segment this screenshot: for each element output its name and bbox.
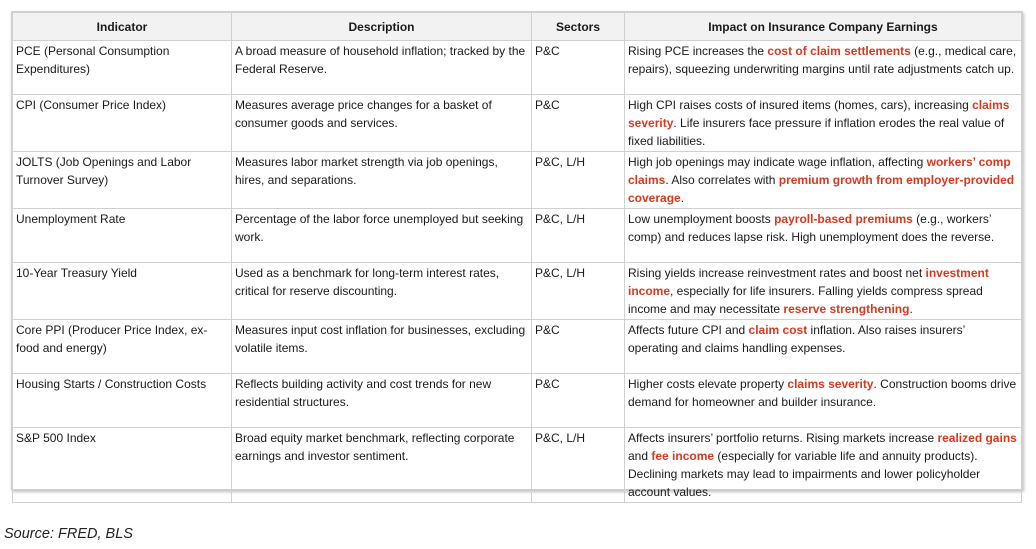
impact-highlight: premium growth from employer-provided coverage (628, 173, 1015, 205)
header-description: Description (232, 13, 532, 41)
impact-cell (625, 95, 1022, 152)
sectors-cell: P&C, L/H (532, 428, 625, 503)
impact-highlight: cost of claim settlements (767, 44, 911, 58)
impact-cell (625, 263, 1022, 320)
impact-highlight: claims severity (628, 98, 1010, 130)
sectors-cell: P&C (532, 41, 625, 95)
impact-text: Rising PCE increases the (628, 44, 768, 58)
sectors-cell: P&C (532, 95, 625, 152)
table-row (13, 152, 1022, 209)
indicator-cell: 10-Year Treasury Yield (13, 263, 232, 320)
impact-text: (especially for variable life and annuity products). Declining markets may lead to impairments and lower policyholder account values. (628, 449, 981, 499)
impact-cell (625, 209, 1022, 263)
description-cell: Reflects building activity and cost trends for new residential structures. (232, 374, 532, 428)
indicator-cell: CPI (Consumer Price Index) (13, 95, 232, 152)
description-cell: Measures average price changes for a basket of consumer goods and services. (232, 95, 532, 152)
impact-text: . (680, 191, 685, 205)
indicator-table (12, 12, 1022, 503)
impact-highlight: payroll-based premiums (774, 212, 913, 226)
table-row (13, 320, 1022, 374)
impact-highlight: workers’ comp claims (628, 155, 1011, 187)
description-cell: A broad measure of household inflation; tracked by the Federal Reserve. (232, 41, 532, 95)
indicator-cell: PCE (Personal Consumption Expenditures) (13, 41, 232, 95)
impact-text: (e.g., medical care, repairs), squeezing underwriting margins until rate adjustments catch up. (628, 44, 1017, 76)
impact-cell (625, 152, 1022, 209)
header-impact: Impact on Insurance Company Earnings (625, 13, 1022, 41)
description-cell: Measures input cost inflation for businesses, excluding volatile items. (232, 320, 532, 374)
table-row (13, 374, 1022, 428)
impact-cell (625, 374, 1022, 428)
impact-highlight: investment income (628, 266, 989, 298)
impact-text: . Construction booms drive demand for homeowner and builder insurance. (628, 377, 1017, 409)
impact-highlight: claim cost (748, 323, 808, 337)
impact-text: , especially for life insurers. Falling yields compress spread income and may necessitate (628, 284, 983, 316)
impact-text: inflation. Also raises insurers’ operating and claims handling expenses. (628, 323, 965, 355)
impact-text: Rising yields increase reinvestment rates and boost net (628, 266, 926, 280)
table-row (13, 428, 1022, 503)
indicator-cell: JOLTS (Job Openings and Labor Turnover Survey) (13, 152, 232, 209)
sectors-cell: P&C (532, 374, 625, 428)
impact-text: Low unemployment boosts (628, 212, 775, 226)
impact-highlight: reserve strengthening (783, 302, 910, 316)
impact-text: Affects insurers’ portfolio returns. Rising markets increase (628, 431, 938, 445)
impact-highlight: claims severity (787, 377, 874, 391)
description-cell: Broad equity market benchmark, reflecting corporate earnings and investor sentiment. (232, 428, 532, 503)
sectors-cell: P&C, L/H (532, 209, 625, 263)
impact-highlight: realized gains (937, 431, 1017, 445)
impact-highlight: fee income (651, 449, 715, 463)
description-cell: Used as a benchmark for long-term interest rates, critical for reserve discounting. (232, 263, 532, 320)
indicator-cell: Unemployment Rate (13, 209, 232, 263)
sectors-cell: P&C, L/H (532, 263, 625, 320)
impact-text: Affects future CPI and (628, 323, 749, 337)
source-note: Source: FRED, BLS (4, 526, 133, 542)
sectors-cell: P&C, L/H (532, 152, 625, 209)
table-row (13, 95, 1022, 152)
impact-cell (625, 320, 1022, 374)
impact-text: (e.g., workers’ comp) and reduces lapse risk. High unemployment does the reverse. (628, 212, 995, 244)
sectors-cell: P&C (532, 320, 625, 374)
table-row (13, 263, 1022, 320)
impact-text: and (628, 449, 652, 463)
header-sectors: Sectors (532, 13, 625, 41)
impact-text: . Also correlates with (665, 173, 779, 187)
impact-text: . Life insurers face pressure if inflation erodes the real value of fixed liabilities. (628, 116, 1005, 148)
indicator-cell: S&P 500 Index (13, 428, 232, 503)
header-indicator: Indicator (13, 13, 232, 41)
indicator-cell: Housing Starts / Construction Costs (13, 374, 232, 428)
table-body (13, 41, 1022, 503)
impact-cell (625, 428, 1022, 503)
impact-text: High job openings may indicate wage inflation, affecting (628, 155, 927, 169)
impact-cell (625, 41, 1022, 95)
impact-text: . (909, 302, 913, 316)
table-row (13, 41, 1022, 95)
impact-text: High CPI raises costs of insured items (homes, cars), increasing (628, 98, 973, 112)
indicator-cell: Core PPI (Producer Price Index, ex-food and energy) (13, 320, 232, 374)
table-row (13, 209, 1022, 263)
description-cell: Percentage of the labor force unemployed but seeking work. (232, 209, 532, 263)
impact-text: Higher costs elevate property (628, 377, 788, 391)
description-cell: Measures labor market strength via job openings, hires, and separations. (232, 152, 532, 209)
indicator-table-frame (11, 11, 1023, 499)
table-header-row (13, 13, 1022, 41)
